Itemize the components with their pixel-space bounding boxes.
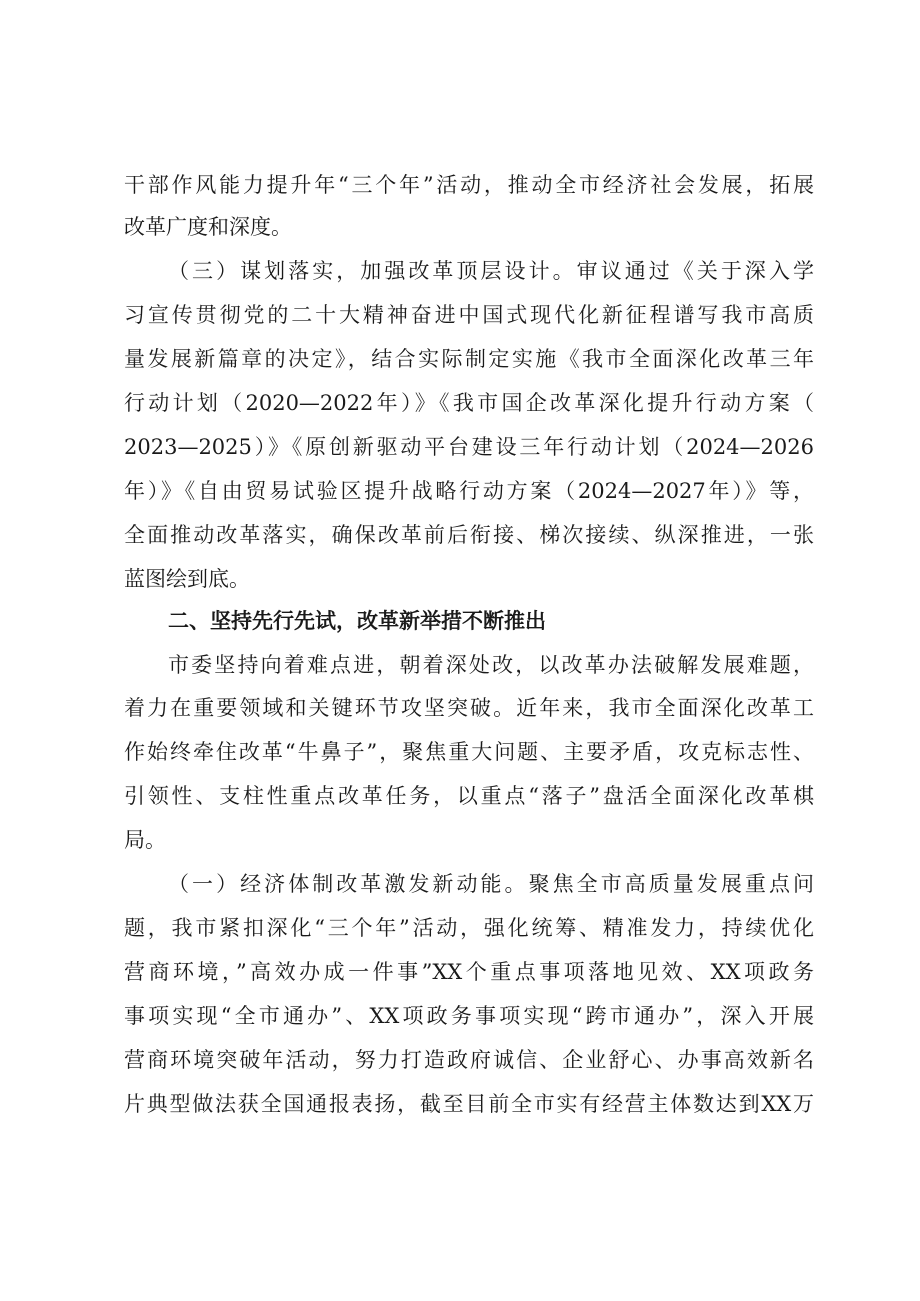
paragraph-line: 行动计划（2020—2022年）》《我市国企改革深化提升行动方案（ bbox=[124, 391, 814, 415]
paragraph-line: 题，我市紧扣深化“三个年”活动，强化统筹、精准发力，持续优化 bbox=[124, 916, 814, 940]
paragraph-line: 局。 bbox=[124, 828, 166, 852]
paragraph-line: 营商环境突破年活动，努力打造政府诚信、企业舒心、办事高效新名 bbox=[124, 1048, 814, 1072]
paragraph-line: 引领性、支柱性重点改革任务，以重点“落子”盘活全面深化改革棋 bbox=[124, 784, 814, 808]
paragraph-line: 量发展新篇章的决定》，结合实际制定实施《我市全面深化改革三年 bbox=[124, 347, 814, 371]
paragraph-line: 2023—2025）》《原创新驱动平台建设三年行动计划（2024—2026 bbox=[124, 435, 814, 459]
paragraph-line: 习宣传贯彻党的二十大精神奋进中国式现代化新征程谱写我市高质 bbox=[124, 303, 814, 327]
paragraph-line: 着力在重要领域和关键环节攻坚突破。近年来，我市全面深化改革工 bbox=[124, 696, 814, 720]
paragraph-line: 改革广度和深度。 bbox=[124, 215, 292, 239]
paragraph-line: 年）》《自由贸易试验区提升战略行动方案（2024—2027年）》等， bbox=[124, 479, 814, 503]
paragraph-line: （三）谋划落实，加强改革顶层设计。审议通过《关于深入学 bbox=[168, 259, 814, 283]
paragraph-line: 全面推动改革落实，确保改革前后衔接、梯次接续、纵深推进，一张 bbox=[124, 523, 814, 547]
section-heading: 二、坚持先行先试，改革新举措不断推出 bbox=[168, 609, 546, 633]
paragraph-line: 市委坚持向着难点进，朝着深处改，以改革办法破解发展难题， bbox=[168, 653, 814, 677]
paragraph-line: 事项实现“全市通办”、XX项政务事项实现“跨市通办”，深入开展 bbox=[124, 1004, 814, 1028]
paragraph-line: 营商环境，”高效办成一件事”XX个重点事项落地见效、XX项政务 bbox=[124, 960, 814, 984]
paragraph-line: 片典型做法获全国通报表扬，截至目前全市实有经营主体数达到XX万 bbox=[124, 1092, 814, 1116]
paragraph-line: （一）经济体制改革激发新动能。聚焦全市高质量发展重点问 bbox=[168, 872, 814, 896]
paragraph-line: 干部作风能力提升年“三个年”活动，推动全市经济社会发展，拓展 bbox=[124, 173, 814, 197]
paragraph-line: 蓝图绘到底。 bbox=[124, 567, 250, 591]
paragraph-line: 作始终牵住改革“牛鼻子”，聚焦重大问题、主要矛盾，攻克标志性、 bbox=[124, 740, 814, 764]
